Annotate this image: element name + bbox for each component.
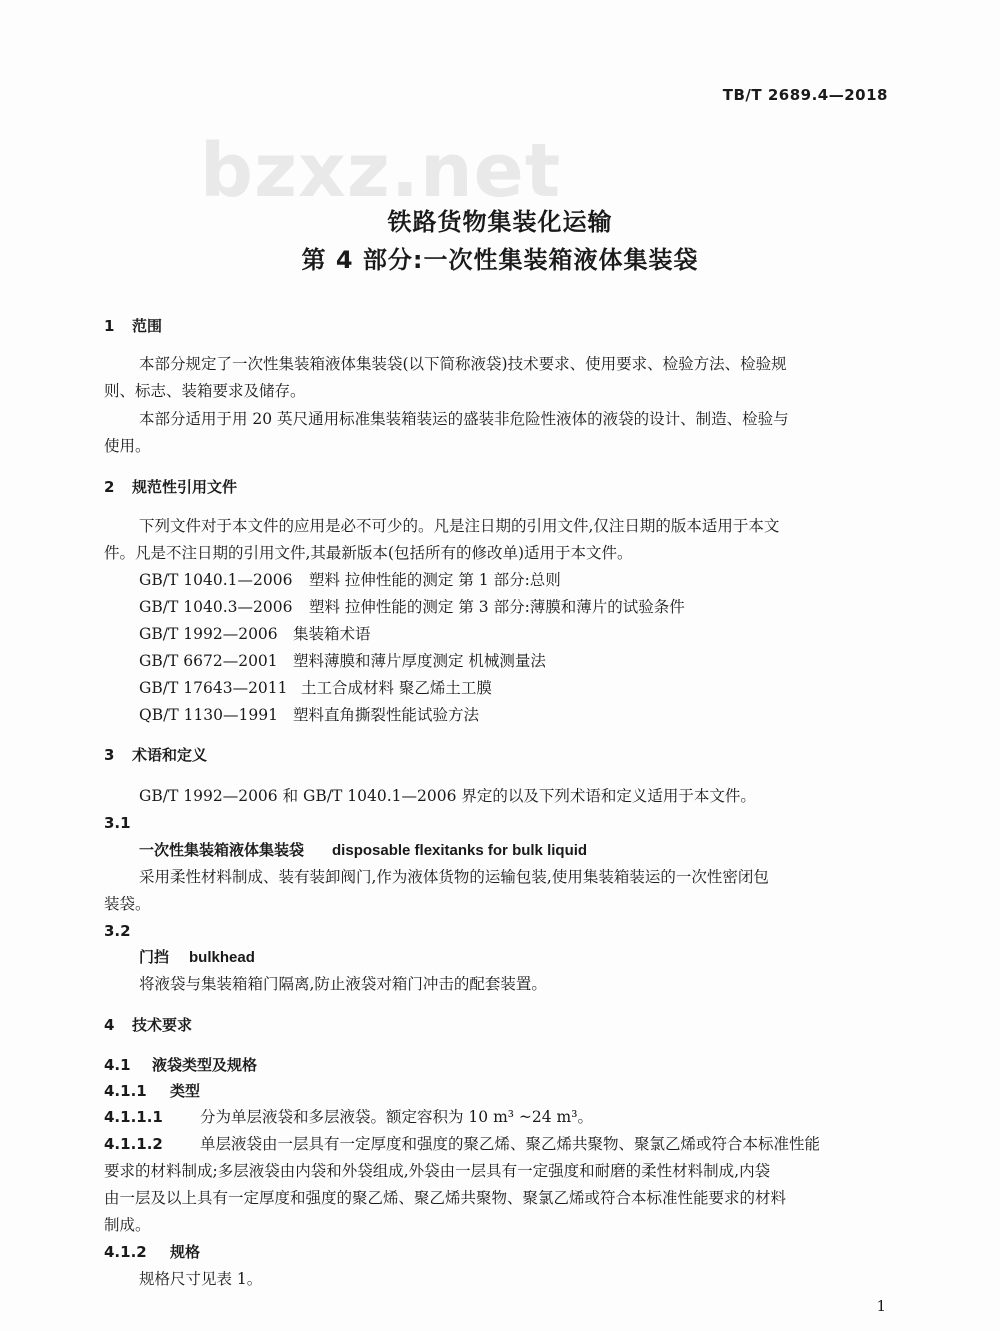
page-number: 1 (876, 1297, 886, 1315)
section-number: 4 (104, 1016, 115, 1034)
subsection-number: 4.1 (104, 1056, 131, 1074)
definition-line: 采用柔性材料制成、装有装卸阀门,作为液体货物的运输包装,使用集装箱装运的一次性密闭包 (139, 868, 769, 886)
title-line-1: 铁路货物集装化运输 (387, 208, 613, 236)
subsection-heading (104, 1242, 200, 1262)
term-number: 3.1 (104, 814, 131, 832)
reference-code: GB/T 6672—2001 (139, 652, 278, 670)
section-title: 术语和定义 (132, 746, 208, 764)
reference-title: 集装箱术语 (293, 625, 371, 643)
section-1-heading (104, 316, 162, 336)
section-3-heading (104, 745, 207, 765)
reference-item (139, 570, 561, 590)
section-number: 2 (104, 478, 115, 496)
section-number: 3 (104, 746, 115, 764)
subsection-number: 4.1.1 (104, 1082, 147, 1100)
reference-title: 塑料直角撕裂性能试验方法 (293, 706, 480, 724)
reference-title: 塑料薄膜和薄片厚度测定 机械测量法 (293, 652, 546, 670)
paragraph-line: 由一层及以上具有一定厚度和强度的聚乙烯、聚乙烯共聚物、聚氯乙烯或符合本标准性能要求的材料 (104, 1189, 787, 1207)
paragraph-line: GB/T 1992—2006 和 GB/T 1040.1—2006 界定的以及下列术语和定义适用于本文件。 (139, 787, 756, 805)
term-english: bulkhead (189, 949, 255, 966)
term-heading (139, 947, 255, 968)
reference-item (139, 678, 492, 698)
paragraph-line: 本部分适用于用 20 英尺通用标准集装箱装运的盛装非危险性液体的液袋的设计、制造、检验与 (139, 410, 789, 428)
subsection-heading (104, 1081, 200, 1101)
term-chinese: 门挡 (139, 948, 170, 966)
subsection-title: 类型 (170, 1082, 201, 1100)
reference-code: GB/T 1040.3—2006 (139, 598, 293, 616)
paragraph-line: 件。凡是不注日期的引用文件,其最新版本(包括所有的修改单)适用于本文件。 (104, 544, 633, 562)
clause-text: 分为单层液袋和多层液袋。额定容积为 10 m³ ~24 m³。 (200, 1108, 593, 1126)
subsection-heading (104, 1055, 257, 1075)
paragraph-line: 要求的材料制成;多层液袋由内袋和外袋组成,外袋由一层具有一定强度和耐磨的柔性材料制成,内袋 (104, 1162, 771, 1180)
reference-title: 塑料 拉伸性能的测定 第 3 部分:薄膜和薄片的试验条件 (309, 598, 685, 616)
paragraph-line: 使用。 (104, 437, 151, 455)
paragraph-line: 下列文件对于本文件的应用是必不可少的。凡是注日期的引用文件,仅注日期的版本适用于本文 (139, 517, 780, 535)
term-chinese: 一次性集装箱液体集装袋 (139, 841, 305, 859)
standard-code: TB/T 2689.4—2018 (722, 86, 888, 104)
clause-line (104, 1107, 593, 1127)
subsection-title: 液袋类型及规格 (152, 1056, 258, 1074)
section-title: 范围 (132, 317, 163, 335)
reference-title: 塑料 拉伸性能的测定 第 1 部分:总则 (309, 571, 561, 589)
reference-code: QB/T 1130—1991 (139, 706, 278, 724)
definition-line: 将液袋与集装箱箱门隔离,防止液袋对箱门冲击的配套装置。 (139, 975, 547, 993)
title-line-2: 第 4 部分:一次性集装箱液体集装袋 (301, 246, 699, 274)
reference-title: 土工合成材料 聚乙烯土工膜 (301, 679, 492, 697)
watermark: bzxz.net (200, 128, 562, 214)
paragraph-line: 本部分规定了一次性集装箱液体集装袋(以下简称液袋)技术要求、使用要求、检验方法、检验规 (139, 355, 787, 373)
clause-number: 4.1.1.1 (104, 1108, 163, 1126)
reference-code: GB/T 17643—2011 (139, 679, 288, 697)
reference-code: GB/T 1040.1—2006 (139, 571, 293, 589)
section-4-heading (104, 1015, 192, 1035)
reference-item (139, 597, 685, 617)
section-title: 技术要求 (132, 1016, 193, 1034)
term-heading (139, 840, 587, 861)
reference-item (139, 651, 546, 671)
term-number: 3.2 (104, 922, 131, 940)
reference-item (139, 705, 479, 725)
subsection-number: 4.1.2 (104, 1243, 147, 1261)
definition-line: 装袋。 (104, 895, 151, 913)
section-2-heading (104, 477, 237, 497)
section-title: 规范性引用文件 (132, 478, 238, 496)
paragraph-line: 规格尺寸见表 1。 (139, 1270, 263, 1288)
reference-item (139, 624, 371, 644)
subsection-title: 规格 (170, 1243, 201, 1261)
paragraph-line: 则、标志、装箱要求及储存。 (104, 382, 306, 400)
reference-code: GB/T 1992—2006 (139, 625, 278, 643)
clause-number: 4.1.1.2 (104, 1135, 163, 1153)
clause-text: 单层液袋由一层具有一定厚度和强度的聚乙烯、聚乙烯共聚物、聚氯乙烯或符合本标准性能 (200, 1135, 821, 1153)
clause-line (104, 1134, 820, 1154)
section-number: 1 (104, 317, 115, 335)
term-english: disposable flexitanks for bulk liquid (332, 842, 588, 859)
paragraph-line: 制成。 (104, 1216, 151, 1234)
